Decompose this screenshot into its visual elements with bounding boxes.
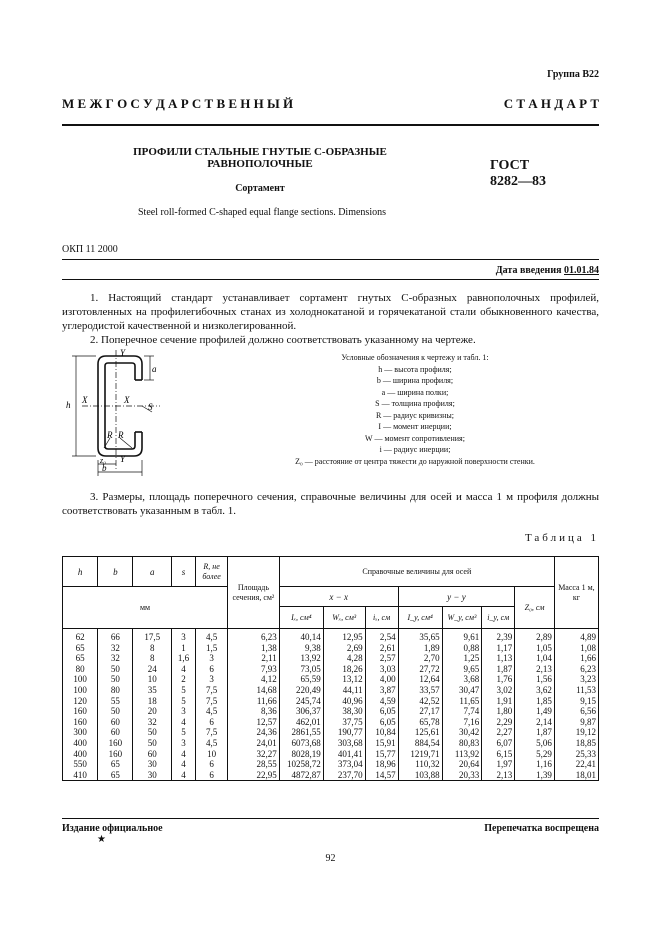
table-cell: 1,39 [515, 770, 555, 781]
table-cell: 2,27 [482, 727, 515, 738]
table-cell: 80,83 [442, 738, 482, 749]
table-cell: 6 [196, 664, 228, 675]
table-cell: 37,75 [323, 717, 365, 728]
table-cell: 3 [171, 706, 195, 717]
table-cell: 4,59 [365, 696, 398, 707]
table-row [63, 738, 599, 749]
table-cell: 2,11 [228, 653, 280, 664]
table-cell: 373,04 [323, 759, 365, 770]
table-cell: 18,85 [554, 738, 598, 749]
table-cell: 22,95 [228, 770, 280, 781]
flange-a-label: a [152, 364, 157, 374]
table-cell: 237,70 [323, 770, 365, 781]
table-cell: 30,47 [442, 685, 482, 696]
table-cell: 4,12 [228, 674, 280, 685]
table-cell: 7,16 [442, 717, 482, 728]
table-cell: 73,05 [279, 664, 323, 675]
col-a: a [133, 557, 172, 587]
table-cell: 6,15 [482, 749, 515, 760]
legend-item: h — высота профиля; [378, 364, 452, 374]
table-cell: 103,88 [398, 770, 442, 781]
col-area: Площадь сечения, см² [228, 557, 280, 629]
table-cell: 3,68 [442, 674, 482, 685]
table-cell: 6,05 [365, 706, 398, 717]
table-cell: 2861,55 [279, 727, 323, 738]
table-cell: 6,07 [482, 738, 515, 749]
table-cell: 6,23 [554, 664, 598, 675]
table-cell: 1,38 [228, 643, 280, 654]
table-cell: 8 [133, 653, 172, 664]
table-cell: 65 [63, 653, 98, 664]
table-row [63, 685, 599, 696]
table-cell: 1,66 [554, 653, 598, 664]
table-cell: 12,57 [228, 717, 280, 728]
table-cell: 32,27 [228, 749, 280, 760]
title-line-1: ПРОФИЛИ СТАЛЬНЫЕ ГНУТЫЕ С-ОБРАЗНЫЕ [133, 146, 387, 158]
table-cell: 110,32 [398, 759, 442, 770]
table-cell: 1,08 [554, 643, 598, 654]
table-cell: 2,13 [482, 770, 515, 781]
group-label: Группа В22 [547, 69, 599, 80]
table-cell: 24,01 [228, 738, 280, 749]
table-cell: 1,49 [515, 706, 555, 717]
table-cell: 25,33 [554, 749, 598, 760]
table-cell: 6 [196, 770, 228, 781]
table-cell: 40,14 [279, 629, 323, 643]
table-cell: 30,42 [442, 727, 482, 738]
table-cell: 7,5 [196, 696, 228, 707]
table-cell: 1,13 [482, 653, 515, 664]
radius-r1-label: R [107, 430, 113, 440]
col-ix-moment: Iₓ, см⁴ [279, 607, 323, 629]
z0-label: z₀ [100, 456, 106, 465]
table-cell: 40,96 [323, 696, 365, 707]
table-cell: 12,64 [398, 674, 442, 685]
table-cell: 5 [171, 685, 195, 696]
table-cell: 60 [98, 717, 133, 728]
table-cell: 8,36 [228, 706, 280, 717]
table-cell: 10 [196, 749, 228, 760]
table-row [63, 759, 599, 770]
table-cell: 3,23 [554, 674, 598, 685]
table-cell: 50 [98, 664, 133, 675]
table-cell: 50 [98, 674, 133, 685]
table-cell: 410 [63, 770, 98, 781]
table-cell: 32 [98, 643, 133, 654]
col-wy: W_y, см³ [442, 607, 482, 629]
table-cell: 10258,72 [279, 759, 323, 770]
table-cell: 100 [63, 685, 98, 696]
table-cell: 400 [63, 749, 98, 760]
table-cell: 35 [133, 685, 172, 696]
table-cell: 7,93 [228, 664, 280, 675]
axis-x-right-label: X [124, 395, 130, 405]
table-cell: 65 [98, 759, 133, 770]
table-cell: 2,29 [482, 717, 515, 728]
col-wx: Wₓ, см³ [323, 607, 365, 629]
legend-item: b — ширина профиля; [376, 376, 454, 385]
table-cell: 3,87 [365, 685, 398, 696]
table-cell: 113,92 [442, 749, 482, 760]
table-cell: 306,37 [279, 706, 323, 717]
c-profile-drawing [62, 348, 227, 476]
star-icon: ★ [97, 834, 106, 845]
table-cell: 4,5 [196, 738, 228, 749]
table-cell: 2,14 [515, 717, 555, 728]
table-cell: 4,5 [196, 706, 228, 717]
table-row [63, 629, 599, 643]
table-cell: 5,29 [515, 749, 555, 760]
table-row [63, 674, 599, 685]
paragraph-3: 3. Размеры, площадь поперечного сечения, справочные величины для осей и масса 1 м профиля должны соответствовать указанным в табл. 1. [62, 491, 599, 517]
standard-banner [62, 96, 599, 112]
table-cell: 303,68 [323, 738, 365, 749]
table-cell: 66 [98, 629, 133, 643]
legend-item: Z₀ — расстояние от центра тяжести до наружной поверхности стенки. [295, 456, 535, 466]
reprint-prohibited: Перепечатка воспрещена [484, 823, 599, 834]
table-cell: 9,38 [279, 643, 323, 654]
table-cell: 11,65 [442, 696, 482, 707]
table-cell: 160 [63, 717, 98, 728]
table-cell: 125,61 [398, 727, 442, 738]
table-cell: 13,92 [279, 653, 323, 664]
table-cell: 2,54 [365, 629, 398, 643]
table-cell: 15,91 [365, 738, 398, 749]
table-cell: 160 [98, 749, 133, 760]
table-cell: 4,00 [365, 674, 398, 685]
table-cell: 3,02 [482, 685, 515, 696]
table-cell: 65,78 [398, 717, 442, 728]
table-cell: 1,87 [515, 727, 555, 738]
col-r: R, не более [196, 557, 228, 587]
document-title [100, 146, 420, 170]
table-cell: 35,65 [398, 629, 442, 643]
radius-r2-label: R [118, 430, 124, 440]
table-cell: 884,54 [398, 738, 442, 749]
table-cell: 8 [133, 643, 172, 654]
footer-rule [62, 818, 599, 819]
table-cell: 9,87 [554, 717, 598, 728]
table-cell: 4,5 [196, 629, 228, 643]
table-cell: 30 [133, 770, 172, 781]
effective-date [496, 265, 599, 276]
table-cell: 11,53 [554, 685, 598, 696]
table-cell: 1,56 [515, 674, 555, 685]
table-cell: 2,13 [515, 664, 555, 675]
table-cell: 6 [196, 759, 228, 770]
gost-line-2: 8282—83 [490, 174, 546, 189]
table-cell: 3 [196, 653, 228, 664]
table-cell: 190,77 [323, 727, 365, 738]
table-caption: Таблица 1 [524, 532, 599, 544]
table-cell: 100 [63, 674, 98, 685]
table-cell: 17,5 [133, 629, 172, 643]
table-cell: 6 [196, 717, 228, 728]
col-iy-moment: I_y, см⁴ [398, 607, 442, 629]
table-cell: 18,96 [365, 759, 398, 770]
banner-rule [62, 124, 599, 126]
table-cell: 10 [133, 674, 172, 685]
table-cell: 0,88 [442, 643, 482, 654]
table-cell: 19,12 [554, 727, 598, 738]
table-cell: 50 [98, 706, 133, 717]
col-b: b [98, 557, 133, 587]
date-value: 01.01.84 [564, 265, 599, 276]
table-row [63, 696, 599, 707]
table-cell: 7,5 [196, 685, 228, 696]
table-cell: 5 [171, 727, 195, 738]
legend-item: I — момент инерции; [378, 422, 452, 431]
table-cell: 120 [63, 696, 98, 707]
table-cell: 1,85 [515, 696, 555, 707]
table-cell: 300 [63, 727, 98, 738]
table-cell: 24 [133, 664, 172, 675]
legend-item: a — ширина полки; [381, 387, 449, 397]
table-cell: 50 [133, 727, 172, 738]
table-cell: 7,74 [442, 706, 482, 717]
axis-yy: y − y [398, 587, 515, 607]
table-cell: 9,15 [554, 696, 598, 707]
table-cell: 65,59 [279, 674, 323, 685]
table-cell: 5 [171, 696, 195, 707]
table-cell: 1,87 [482, 664, 515, 675]
table-cell: 550 [63, 759, 98, 770]
table-cell: 4,28 [323, 653, 365, 664]
table-cell: 6073,68 [279, 738, 323, 749]
table-cell: 4 [171, 759, 195, 770]
width-b-label: b [102, 463, 107, 473]
axis-y-bottom-label: Y [120, 454, 126, 464]
table-cell: 1219,71 [398, 749, 442, 760]
table-cell: 18 [133, 696, 172, 707]
banner-word-2: С Т А Н Д А Р Т [503, 96, 599, 111]
table-cell: 42,52 [398, 696, 442, 707]
table-cell: 15,77 [365, 749, 398, 760]
table-cell: 1,91 [482, 696, 515, 707]
table-cell: 32 [98, 653, 133, 664]
table-cell: 9,61 [442, 629, 482, 643]
col-z0: Z₀, см [515, 587, 555, 629]
table-cell: 2 [171, 674, 195, 685]
table-cell: 4 [171, 770, 195, 781]
title-line-2: РАВНОПОЛОЧНЫЕ [207, 158, 313, 170]
legend [230, 352, 600, 467]
paragraph-1: 1. Настоящий стандарт устанавливает сортамент гнутых С-образных равнополочных профилей, изготовленных на профилегибочных станах из холоднокатаной и горячекатаной стали обыкновенного качества, углеродистой качественной и низколегированной. [62, 292, 599, 332]
table-cell: 1,16 [515, 759, 555, 770]
table-cell: 4,89 [554, 629, 598, 643]
table-cell: 60 [133, 749, 172, 760]
table-cell: 12,95 [323, 629, 365, 643]
table-cell: 160 [63, 706, 98, 717]
legend-item: S — толщина профиля; [375, 399, 455, 408]
document-subtitle: Сортамент [235, 183, 285, 194]
units-mm: мм [63, 587, 228, 629]
table-cell: 10,84 [365, 727, 398, 738]
table-cell: 33,57 [398, 685, 442, 696]
table-cell: 24,36 [228, 727, 280, 738]
table-cell: 7,5 [196, 727, 228, 738]
table-cell: 160 [98, 738, 133, 749]
table-cell: 245,74 [279, 696, 323, 707]
table-cell: 1,17 [482, 643, 515, 654]
table-cell: 50 [133, 738, 172, 749]
table-cell: 18,26 [323, 664, 365, 675]
col-h: h [63, 557, 98, 587]
date-label: Дата введения [495, 265, 562, 276]
date-rule [62, 279, 599, 280]
table-cell: 44,11 [323, 685, 365, 696]
table-cell: 27,72 [398, 664, 442, 675]
legend-item: R — радиус кривизны; [375, 410, 455, 420]
table-cell: 14,68 [228, 685, 280, 696]
table-cell: 1,05 [515, 643, 555, 654]
banner-word-1: М Е Ж Г О С У Д А Р С Т В Е Н Н Ы Й [62, 96, 294, 111]
sections-table [62, 556, 599, 781]
table-cell: 2,69 [323, 643, 365, 654]
page-number: 92 [325, 853, 336, 864]
table-cell: 3 [171, 738, 195, 749]
legend-item: i — радиус инерции; [379, 445, 451, 454]
table-cell: 3 [196, 674, 228, 685]
table-cell: 65 [63, 643, 98, 654]
legend-item: W — момент сопротивления; [365, 433, 465, 443]
table-cell: 6,23 [228, 629, 280, 643]
table-cell: 20,33 [442, 770, 482, 781]
table-cell: 22,41 [554, 759, 598, 770]
gost-number [490, 158, 546, 190]
table-cell: 3,03 [365, 664, 398, 675]
height-h-label: h [66, 400, 71, 410]
table-cell: 60 [98, 727, 133, 738]
table-cell: 30 [133, 759, 172, 770]
table-cell: 400 [63, 738, 98, 749]
table-cell: 14,57 [365, 770, 398, 781]
table-cell: 1,89 [398, 643, 442, 654]
okp-rule [62, 259, 599, 260]
table-cell: 2,57 [365, 653, 398, 664]
table-cell: 6,56 [554, 706, 598, 717]
table-cell: 18,01 [554, 770, 598, 781]
table-cell: 62 [63, 629, 98, 643]
table-cell: 2,70 [398, 653, 442, 664]
table-cell: 38,30 [323, 706, 365, 717]
table-cell: 1,25 [442, 653, 482, 664]
table-cell: 55 [98, 696, 133, 707]
table-cell: 13,12 [323, 674, 365, 685]
table-row [63, 770, 599, 781]
table-cell: 4 [171, 717, 195, 728]
table-cell: 9,65 [442, 664, 482, 675]
col-s: s [171, 557, 195, 587]
table-cell: 4872,87 [279, 770, 323, 781]
table-cell: 220,49 [279, 685, 323, 696]
table-cell: 80 [63, 664, 98, 675]
col-mass: Масса 1 м, кг [554, 557, 598, 629]
table-cell: 3,62 [515, 685, 555, 696]
table-cell: 1,80 [482, 706, 515, 717]
table-cell: 2,39 [482, 629, 515, 643]
axis-y-top-label: Y [120, 348, 126, 358]
table-cell: 2,61 [365, 643, 398, 654]
col-ix-radius: iₓ, см [365, 607, 398, 629]
table-cell: 4 [171, 664, 195, 675]
table-cell: 80 [98, 685, 133, 696]
table-cell: 5,06 [515, 738, 555, 749]
table-row [63, 653, 599, 664]
axis-xx: x − x [279, 587, 398, 607]
okp-code: ОКП 11 2000 [62, 244, 118, 255]
table-cell: 27,17 [398, 706, 442, 717]
table-row [63, 749, 599, 760]
thickness-s-label: S [148, 402, 153, 412]
legend-intro: Условные обозначения к чертежу и табл. 1: [341, 353, 489, 362]
table-cell: 3 [171, 629, 195, 643]
table-cell: 32 [133, 717, 172, 728]
table-cell: 2,89 [515, 629, 555, 643]
table-row [63, 727, 599, 738]
table-cell: 20 [133, 706, 172, 717]
table-cell: 1,97 [482, 759, 515, 770]
table-cell: 1,76 [482, 674, 515, 685]
col-reference: Справочные величины для осей [279, 557, 554, 587]
table-cell: 1,6 [171, 653, 195, 664]
table-cell: 20,64 [442, 759, 482, 770]
table-cell: 65 [98, 770, 133, 781]
official-edition: Издание официальное [62, 823, 163, 834]
table-cell: 8028,19 [279, 749, 323, 760]
gost-line-1: ГОСТ [490, 158, 530, 173]
table-cell: 28,55 [228, 759, 280, 770]
table-row [63, 706, 599, 717]
table-row [63, 717, 599, 728]
table-cell: 462,01 [279, 717, 323, 728]
table-cell: 1 [171, 643, 195, 654]
table-row [63, 664, 599, 675]
table-cell: 1,5 [196, 643, 228, 654]
table-cell: 1,04 [515, 653, 555, 664]
table-cell: 401,41 [323, 749, 365, 760]
table-cell: 4 [171, 749, 195, 760]
table-row [63, 643, 599, 654]
axis-x-left-label: X [82, 395, 88, 405]
table-cell: 6,05 [365, 717, 398, 728]
english-title: Steel roll-formed C-shaped equal flange sections. Dimensions [138, 207, 386, 218]
col-iy-radius: i_y, см [482, 607, 515, 629]
table-cell: 11,66 [228, 696, 280, 707]
paragraph-2: 2. Поперечное сечение профилей должно соответствовать указанному на чертеже. [90, 334, 476, 346]
